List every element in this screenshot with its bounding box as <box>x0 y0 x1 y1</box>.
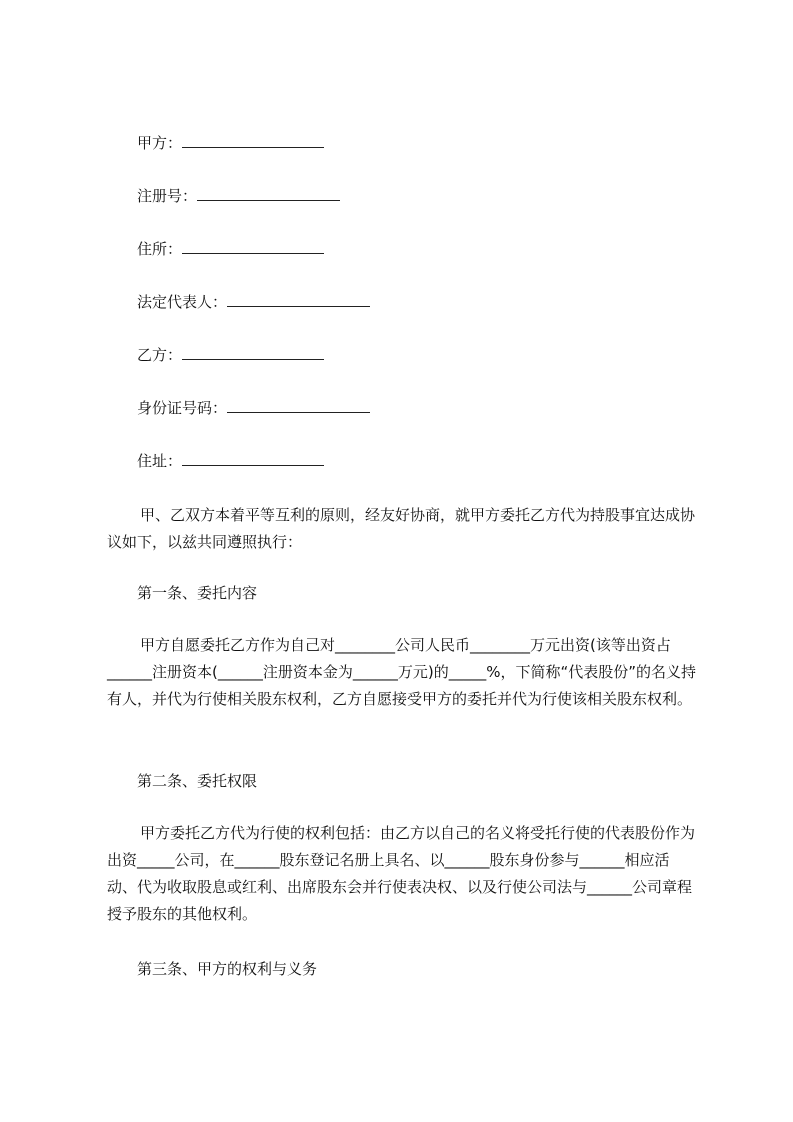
field-party-b <box>137 345 324 365</box>
article-1-heading: 第一条、委托内容 <box>137 584 258 602</box>
field-label: 身份证号码： <box>137 399 228 417</box>
field-label: 甲方： <box>137 134 183 152</box>
intro-paragraph <box>107 502 697 556</box>
field-domicile <box>137 239 324 259</box>
fill-in-blank <box>197 186 340 201</box>
field-id-number <box>137 398 370 418</box>
field-label: 乙方： <box>137 346 183 364</box>
article-2-heading: 第二条、委托权限 <box>137 772 258 790</box>
article-3-heading: 第三条、甲方的权利与义务 <box>137 960 318 978</box>
intro-text: 甲、乙双方本着平等互利的原则，经友好协商，就甲方委托乙方代为持股事宜达成协议如下，以兹共同遵照执行： <box>107 506 696 551</box>
article-1-text: 甲方自愿委托乙方作为自己对________公司人民币________万元出资(该等出资占______注册资本(______注册资本金为______万元)的_____%，下简称“代表股份”的名义持有人，并代为行使相关股东权利，乙方自愿接受甲方的委托并代为行使该相关股东权利。 <box>107 636 697 708</box>
field-legal-representative <box>137 292 370 312</box>
fill-in-blank <box>227 292 370 307</box>
field-label: 住所： <box>137 240 183 258</box>
field-address <box>137 451 324 471</box>
fill-in-blank <box>182 133 324 148</box>
article-1-body <box>107 632 697 713</box>
article-2-body <box>107 820 697 928</box>
fill-in-blank <box>182 239 324 254</box>
field-label: 注册号： <box>137 187 198 205</box>
field-party-a <box>137 133 324 153</box>
field-label: 法定代表人： <box>137 293 228 311</box>
fill-in-blank <box>227 398 370 413</box>
fill-in-blank <box>182 451 324 466</box>
fill-in-blank <box>182 345 324 360</box>
article-2-text: 甲方委托乙方代为行使的权利包括：由乙方以自己的名义将受托行使的代表股份作为出资_____公司，在______股东登记名册上具名、以______股东身份参与______相应活动、代为收取股息或红利、出席股东会并行使表决权、以及行使公司法与______公司章程授予股东的其他权利。 <box>107 824 696 923</box>
field-registration-number <box>137 186 340 206</box>
field-label: 住址： <box>137 452 183 470</box>
